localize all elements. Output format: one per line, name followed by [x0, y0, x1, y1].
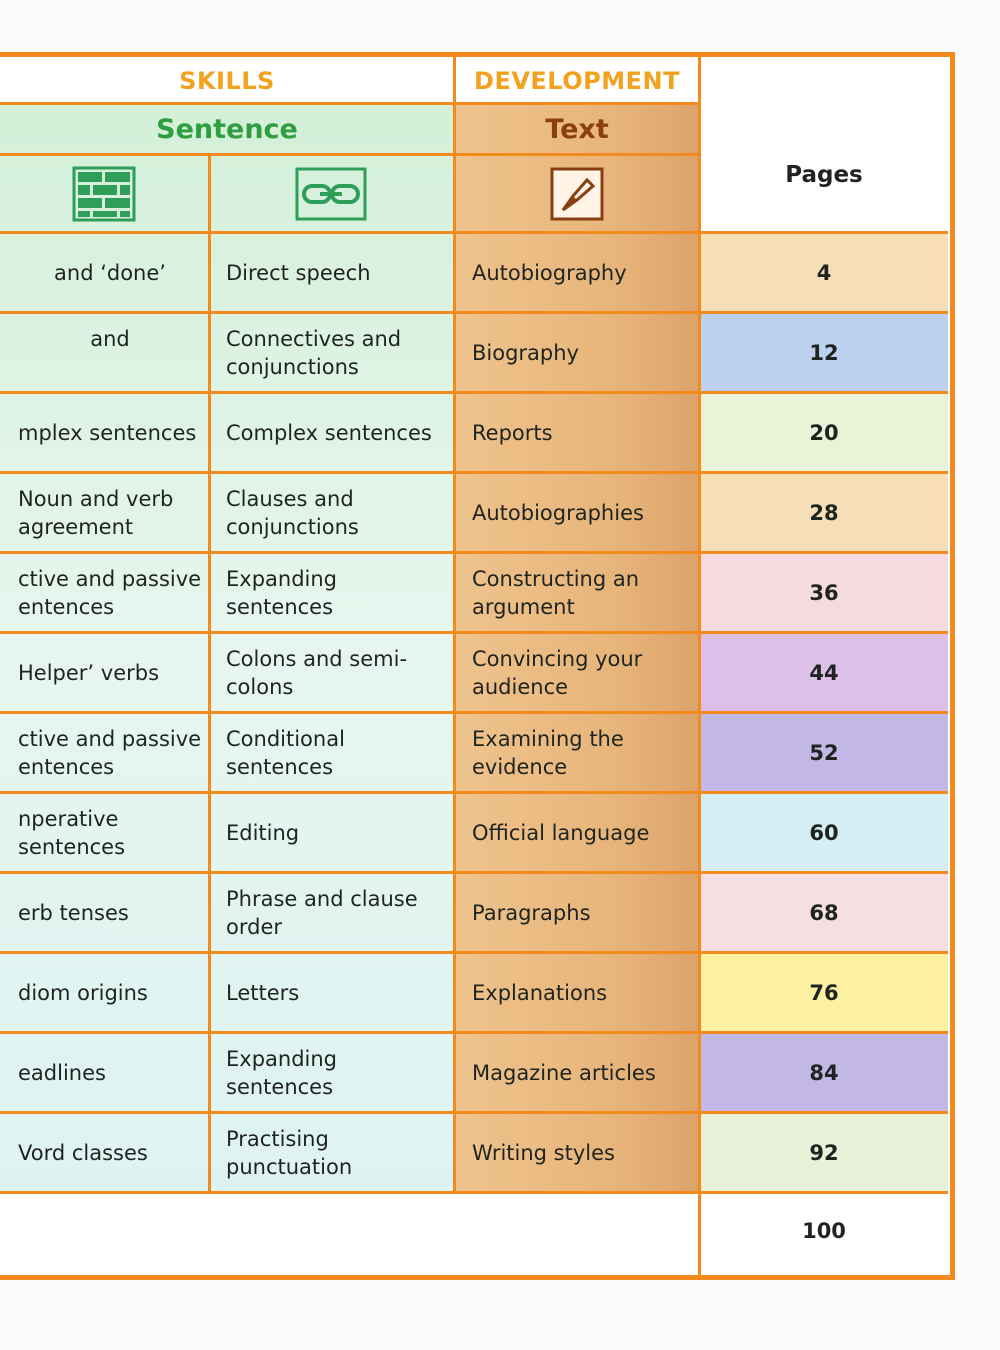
page-number-cell: 36	[700, 553, 948, 633]
development-header: DEVELOPMENT	[474, 66, 680, 95]
sentence-skill-cell: eadlines	[18, 1061, 106, 1085]
page-number-cell: 4	[700, 233, 948, 313]
page-number-cell: 52	[700, 713, 948, 793]
sentence-topic-cell: Practising punctuation	[226, 1127, 353, 1179]
page-number-cell: 44	[700, 633, 948, 713]
sentence-skill-cell: and ‘done’	[54, 261, 166, 285]
page-number-cell: 20	[700, 393, 948, 473]
text-topic-cell: Reports	[472, 421, 553, 445]
sentence-skill-cell: diom origins	[18, 981, 148, 1005]
sentence-topic-cell: Phrase and clause order	[226, 887, 418, 939]
sentence-skill-cell: Noun and verb agreement	[18, 487, 174, 539]
row-divider	[0, 951, 948, 954]
text-topic-cell: Biography	[472, 341, 579, 365]
page-number-cell: 92	[700, 1113, 948, 1193]
sentence-skill-cell: Vord classes	[18, 1141, 148, 1165]
row-divider	[0, 471, 948, 474]
column-divider	[698, 57, 701, 1275]
page-number-cell: 28	[700, 473, 948, 553]
brick-wall-icon	[0, 155, 208, 233]
row-divider	[0, 391, 948, 394]
final-page-number: 100	[802, 1219, 846, 1243]
page-number-cell: 76	[700, 953, 948, 1033]
sentence-header: Sentence	[156, 113, 298, 145]
sentence-topic-cell: Complex sentences	[226, 421, 432, 445]
text-topic-cell: Convincing your audience	[472, 647, 643, 699]
sentence-skill-cell: ctive and passive entences	[18, 567, 202, 619]
pages-header: Pages	[785, 162, 863, 188]
header-divider	[0, 153, 700, 156]
page-number-cell: 12	[700, 313, 948, 393]
row-divider	[0, 1191, 948, 1194]
skills-header: SKILLS	[179, 66, 275, 95]
text-topic-cell: Explanations	[472, 981, 608, 1005]
row-divider	[0, 791, 948, 794]
text-topic-cell: Paragraphs	[472, 901, 591, 925]
fountain-pen-icon	[454, 155, 700, 233]
row-divider	[0, 871, 948, 874]
sentence-topic-cell: Letters	[226, 981, 300, 1005]
text-topic-cell: Autobiographies	[472, 501, 644, 525]
column-divider	[453, 57, 456, 1193]
text-topic-cell: Examining the evidence	[472, 727, 624, 779]
sentence-topic-cell: Colons and semi-colons	[226, 647, 408, 699]
row-divider	[0, 711, 948, 714]
text-topic-cell: Constructing an argument	[472, 567, 640, 619]
sentence-topic-cell: Clauses and conjunctions	[226, 487, 359, 539]
row-divider	[0, 551, 948, 554]
text-topic-cell: Magazine articles	[472, 1061, 656, 1085]
sentence-topic-cell: Conditional sentences	[226, 727, 345, 779]
column-divider	[208, 155, 211, 1193]
sentence-skill-cell: and	[90, 327, 130, 351]
text-topic-cell: Autobiography	[472, 261, 627, 285]
sentence-skill-cell: Helper’ verbs	[18, 661, 160, 685]
row-divider	[0, 311, 948, 314]
row-divider	[0, 631, 948, 634]
sentence-topic-cell: Editing	[226, 821, 300, 845]
header-divider	[0, 231, 948, 234]
sentence-skill-cell: mplex sentences	[18, 421, 197, 445]
chain-link-icon	[208, 155, 454, 233]
sentence-skill-cell: ctive and passive entences	[18, 727, 202, 779]
sentence-skill-cell: nperative sentences	[18, 807, 126, 859]
text-topic-cell: Writing styles	[472, 1141, 615, 1165]
sentence-topic-cell: Connectives and conjunctions	[226, 327, 402, 379]
sentence-topic-cell: Expanding sentences	[226, 1047, 338, 1099]
row-divider	[0, 1031, 948, 1034]
page-number-cell: 60	[700, 793, 948, 873]
text-topic-cell: Official language	[472, 821, 650, 845]
sentence-topic-cell: Direct speech	[226, 261, 371, 285]
header-divider	[0, 102, 700, 105]
page-number-cell: 84	[700, 1033, 948, 1113]
sentence-skill-cell: erb tenses	[18, 901, 129, 925]
sentence-topic-cell: Expanding sentences	[226, 567, 338, 619]
text-header: Text	[545, 113, 609, 145]
row-divider	[0, 1111, 948, 1114]
page-number-cell: 68	[700, 873, 948, 953]
